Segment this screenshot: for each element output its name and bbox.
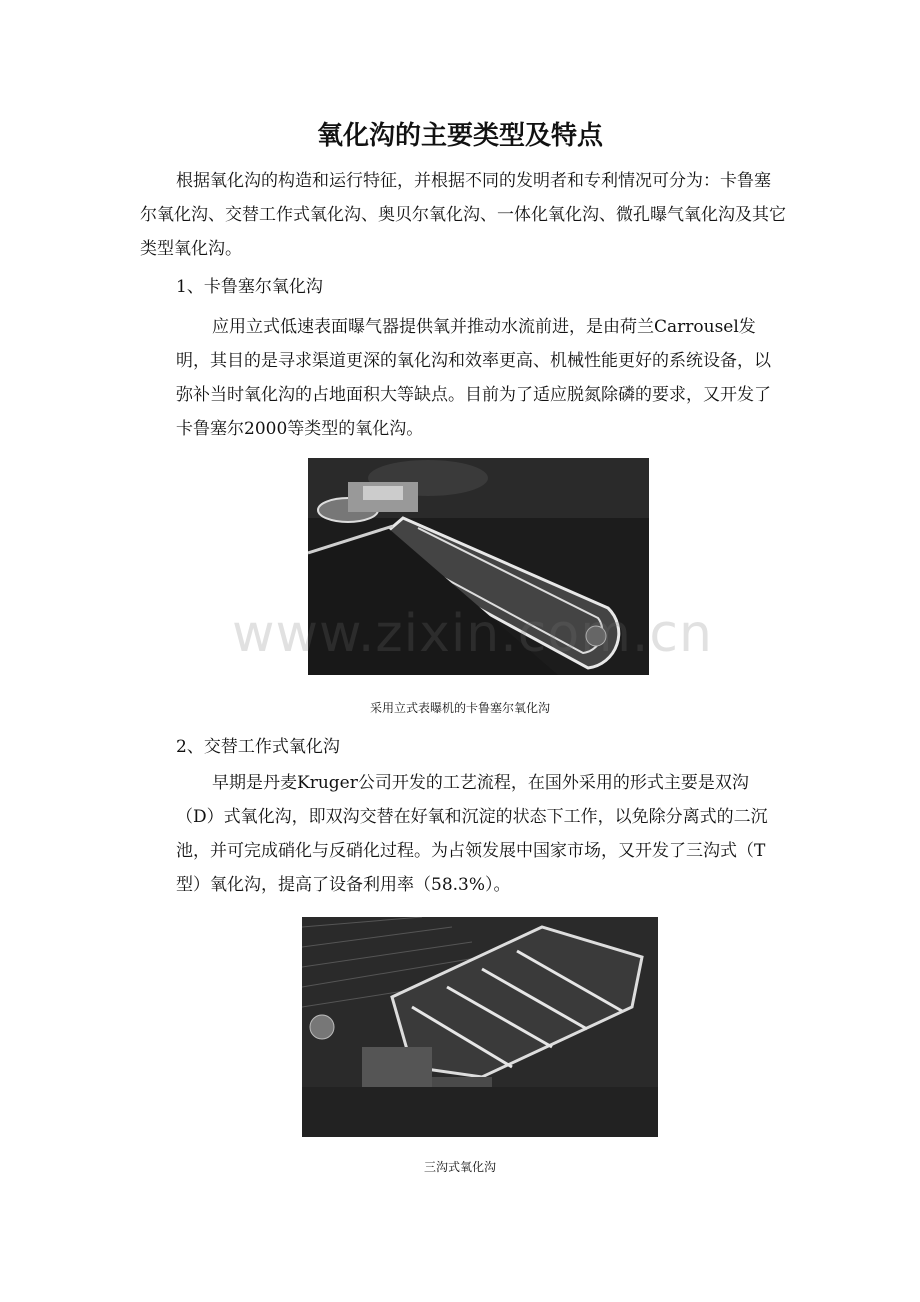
section-2-body: 早期是丹麦Kruger公司开发的工艺流程，在国外采用的形式主要是双沟（D）式氧化沟，即双沟交替在好氧和沉淀的状态下工作，以免除分离式的二沉池，并可完成硝化与反硝化过程。为占领发展中国家市场，又开发了三沟式（T型）氧化沟，提高了设备利用率（58.3%）。 bbox=[176, 773, 768, 895]
triple-ditch-photo bbox=[302, 917, 658, 1137]
watermark-text: www.zixin.com.cn bbox=[232, 604, 713, 664]
photo-2-caption: 三沟式氧化沟 bbox=[423, 1160, 496, 1174]
section-2-heading: 2、交替工作式氧化沟 bbox=[176, 737, 340, 757]
page-title: 氧化沟的主要类型及特点 bbox=[316, 121, 603, 151]
intro-paragraph: 根据氧化沟的构造和运行特征，并根据不同的发明者和专利情况可分为：卡鲁塞尔氧化沟、交替工作式氧化沟、奥贝尔氧化沟、一体化氧化沟、微孔曝气氧化沟及其它类型氧化沟。 bbox=[140, 171, 786, 259]
section-1-body: 应用立式低速表面曝气器提供氧并推动水流前进，是由荷兰Carrousel发明，其目的是寻求渠道更深的氧化沟和效率更高、机械性能更好的系统设备，以弥补当时氧化沟的占地面积大等缺点。目前为了适应脱氮除磷的要求，又开发了卡鲁塞尔2000等类型的氧化沟。 bbox=[176, 317, 771, 439]
photo-1-caption: 采用立式表曝机的卡鲁塞尔氧化沟 bbox=[369, 701, 550, 715]
section-1-heading: 1、卡鲁塞尔氧化沟 bbox=[176, 277, 323, 297]
